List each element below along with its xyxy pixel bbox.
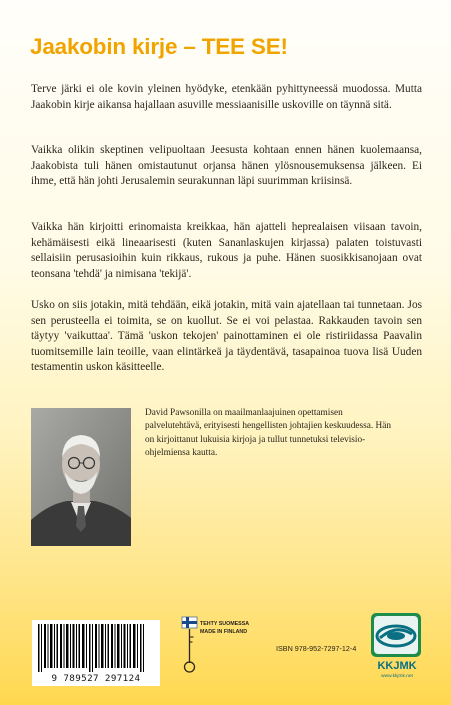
blurb-paragraph-2: Vaikka olikin skeptinen velipuoltaan Jeesusta kohtaan ennen hänen kuolemaansa, Jaakobista tuli hänen omistautunut orjansa hänen ylösnousemuksensa jälkeen. Ei ihme, että hän johti Jerusalemin seurakunnan läpi suurimman kriisinsä. xyxy=(31,144,422,188)
finland-flag-key-icon xyxy=(180,615,200,675)
isbn-label: ISBN 978-952-7297-12-4 xyxy=(276,644,357,653)
author-bio: David Pawsonilla on maailmanlaajuinen opettamisen palvelutehtävä, erityisesti hengellisten johtajien keskuudessa. Hän on kirjoittanut lukuisia kirjoja ja tullut tunnetuksi televisio-ohjelmiensa kautta. xyxy=(145,408,392,459)
made-in-finland-badge xyxy=(180,615,260,675)
barcode-number: 9 789527 297124 xyxy=(51,673,141,684)
blurb-paragraph-4: Usko on siis jotakin, mitä tehdään, eikä jotakin, mitä vain ajatellaan tai tunnetaan. Jos sen perusteella ei toimita, se on kuollut. Se ei voi pelastaa. Rakkauden tavoin sen täytyy 'vaikuttaa'. Tämä 'uskon tekojen' painottaminen ei ole ristiriidassa Paavalin tuomitsemille lain teoille, vaan elintärkeä ja täydentävä, tasapainoa tuova lisä Uuden testamentin uskon käsitteelle. xyxy=(31,299,422,374)
made-in-finland-label: TEHTY SUOMESSA MADE IN FINLAND xyxy=(200,621,249,635)
publisher-logo-icon xyxy=(370,612,422,658)
barcode xyxy=(32,620,160,686)
publisher-name: KKJMK xyxy=(377,660,417,672)
author-portrait-image xyxy=(31,408,131,546)
barcode-icon xyxy=(32,620,160,674)
publisher-logo xyxy=(370,612,422,658)
author-photo xyxy=(31,408,131,546)
publisher-url: www.kkjmk.net xyxy=(381,674,413,679)
blurb-paragraph-1: Terve järki ei ole kovin yleinen hyödyke, etenkään pyhittyneessä muodossa. Mutta Jaakobin kirje aikansa hajallaan asuville messiaanisille uskoville on täynnä sitä. xyxy=(31,83,422,111)
book-title: Jaakobin kirje – TEE SE! xyxy=(30,34,288,59)
blurb-paragraph-3: Vaikka hän kirjoitti erinomaista kreikkaa, hän ajatteli heprealaisen viisaan tavoin, kehämäisesti eikä lineaarisesti (kuten Sananlaskujen kirjassa) palaten toistuvasti sellaisiin perusasioihin kuin rikkaus, rukous ja puhe. Hänen suosikkisanojaan ovat teonsana 'tehdä' ja nimisana 'tekijä'. xyxy=(31,221,422,280)
